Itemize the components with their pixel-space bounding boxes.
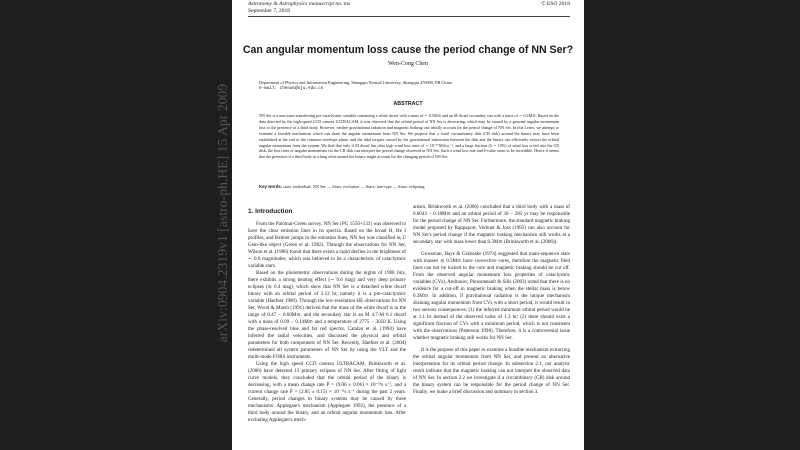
running-header: [248, 1, 350, 15]
affiliation-block: [259, 80, 559, 92]
arxiv-identifier: arXiv:0904.2319v1 [astro-ph.HE] 15 Apr 2009: [215, 83, 230, 343]
left-text-column: [248, 221, 406, 450]
abstract-heading: ABSTRACT: [393, 101, 423, 107]
keywords-list: stars: individual: NN Ser — Stars: evolution — Stars: late-type — Stars: eclipsing: [283, 184, 425, 189]
header-divider: [248, 16, 570, 17]
paragraph: anism, Brinkworth et al. (2006) concluded that a third body with a mass of 0.0043 − 0.18M⊙ and an orbital period of 30 − 285 yr may be responsible for the period change of NN Ser. Furthermore, the standard magnetic braking model proposed by Rappaport, Verbunt & Joss (1983) can also account for NN Ser's period change if the magnetic braking mechanism still works at a secondary star with mass lower than 0.3M⊙ (Brinkworth et al. (2006)).: [413, 204, 570, 245]
arxiv-identifier-stamp: [214, 84, 232, 342]
paragraph: Based on the photometric observations during the nights of 1988 July, there exhibits a strong heating effect (∼ 0.6 mag) and very deep primary eclipses (≳ 0.4 mag), which show that NN Ser is a detached white dwarf binary with an orbital period of 3.12 hr, namely it is a pre-cataclysmic variable (Haefner 1989). Through the low-resolution HE observations for NN Ser, Wood & Marsh (1991) derived that the mass of the white dwarf is in the range of 0.47 − 0.60M⊙, and the secondary star is an M 4.7-M 6.1 dwarf with a mass of 0.09 − 0.14M⊙ and a temperature of 2775 − 3050 K. Using the phase-resolved blue and far red spectra, Catalan et al. (1994) have inferred the radial velocities, and discussed the physical and orbital parameters for both components of NN Ser. Recently, Haefner et al. (2004) redetermined all system parameters of NN Ser by using the VLT and the multi-mode FORS instruments.: [248, 270, 406, 360]
author-email: e-mail: chenwc@nju.edu.cn: [259, 85, 324, 91]
section-heading: 1. Introduction: [248, 208, 293, 215]
paper-page: [232, 0, 584, 450]
paragraph: It is the purpose of this paper to examine a feasible mechanism extracting the orbital angular momentum from NN Ser, and present an alternative interpretation for its orbital period change. In subsection 2.1, our analytic result indicate that the magnetic braking can not interpret the observed data of NN Ser. In section 2.2 we investigate if a circumbinary (CB) disk around the binary system can be responsible for the period change of NN Ser. Finally, we make a brief discussion and summary in section 3.: [413, 347, 570, 395]
affiliation: Department of Physics and Information Engineering, Shangqiu Normal University, Shangqiu 476000, PR China: [259, 80, 452, 85]
keywords-label: Key words.: [259, 184, 282, 189]
abstract-text: NN Ser is a non mass-transferring pre-cataclysmic variable containing a white dwarf with a mass of ∼ 0.5M⊙ and an M dwarf secondary star with a mass of ∼ 0.2M⊙. Based on the data detected by the high-speed CCD camera ULTRACAM, it was observed that the orbital period of NN Ser is decreasing, which may be caused by a genuine angular momentum loss or the presence of a third body. However, neither gravitational radiation and magnetic braking can ideally account for the period change of NN Ser. In this Letter, we attempt to examine a feasible mechanism which can drain the angular momentum from NN Ser. We propose that a fossil circumbinary disk (CB disk) around the binary may have been established at the end of the common envelope phase, and the tidal torques caused by the gravitational interaction between the disk and the binary can efficiently extract the orbital angular momentum from the system. We find that only if M dwarf has ultra high wind loss rates of ∼ 10⁻¹⁰M⊙yr⁻¹, and a large fraction (δ ∼ 10%) of wind loss is fed into the CB disk, the loss rates of angular momentum via the CB disk can interpret the period change observed in NN Ser. Such a wind loss rate and δ-value seem to be incredible. Hence it seems that the presence of a third body in a long orbit around the binary might account for the changing period of NN Ser.: [259, 113, 559, 160]
author-name: Wen-Cong Chen: [387, 61, 428, 67]
paragraph: Using the high speed CCD camera ULTRACAM, Brinkworth et al. (2006) have detected 13 primary eclipses of NN Ser. After fitting of light curve models, they concluded that the orbital period of the binary is decreasing, with a mean change rate Ṗ = (9.06 ± 0.06) × 10⁻¹³s s⁻¹, and a current change rate Ṗ = (2.85 ± 0.15) × 10⁻¹¹s s⁻¹ during the past 2 years. Generally, period changes in binary systems may be caused by three mechanisms: Applegate's mechanism (Applegate 1992), the presence of a third body around the binary, and an orbital angular momentum loss. After excluding Applegate's mech-: [248, 361, 406, 423]
keywords-line: [259, 184, 559, 190]
paragraph: Grossman, Hays & Graboske (1974) suggested that main-sequence stars with masses ≲ 0.3M⊙ have convective cores, therefore the magnetic field lines can not be locked to the core and magnetic braking should be cut off. From the observed angular momentum loss properties of cataclysmic variables (CVs), Andronov, Pinsonneault & Sills (2003) noted that there is no evidence for a cut-off in magnetic braking when the stellar mass is below 0.3M⊙. In addition, if gravitational radiation is the unique mechanism draining angular momentum from CVs with a short period, it would result in two serious consequences: (1) the inferred minimum orbital period would be at 1.1 hr instead of the observed value of 1.3 hr; (2) there should exist a significant fraction of CVs with a minimum period, which is not consistent with the observations (Patterson 1998). Therefore, it is a controversial issue whether magnetic braking still works for NN Ser.: [413, 251, 570, 341]
paper-title: Can angular momentum loss cause the period change of NN Ser?: [242, 44, 574, 56]
journal-name: Astronomy & Astrophysics manuscript no. ms: [248, 1, 351, 7]
copyright-notice: © ESO 2018: [541, 1, 570, 7]
right-text-column: [413, 204, 570, 450]
paragraph: From the Palomar-Green survey, NN Ser (PG 1550+131) was observed to have the clear emission lines in its spectra. Based on the broad H, He I profiles, and Balmer jumps in the emission lines, NN Ser was classified as U Gem-like object (Green et al. 1982). Through the observations for NN Ser, Wilson et al. (1986) found that there exists a rapid decline in the brightness of ∼ 0.6 magnitudes, which was believed to be a characteristic of cataclysmic variable stars.: [248, 221, 406, 269]
header-date: September 7, 2018: [248, 8, 291, 14]
